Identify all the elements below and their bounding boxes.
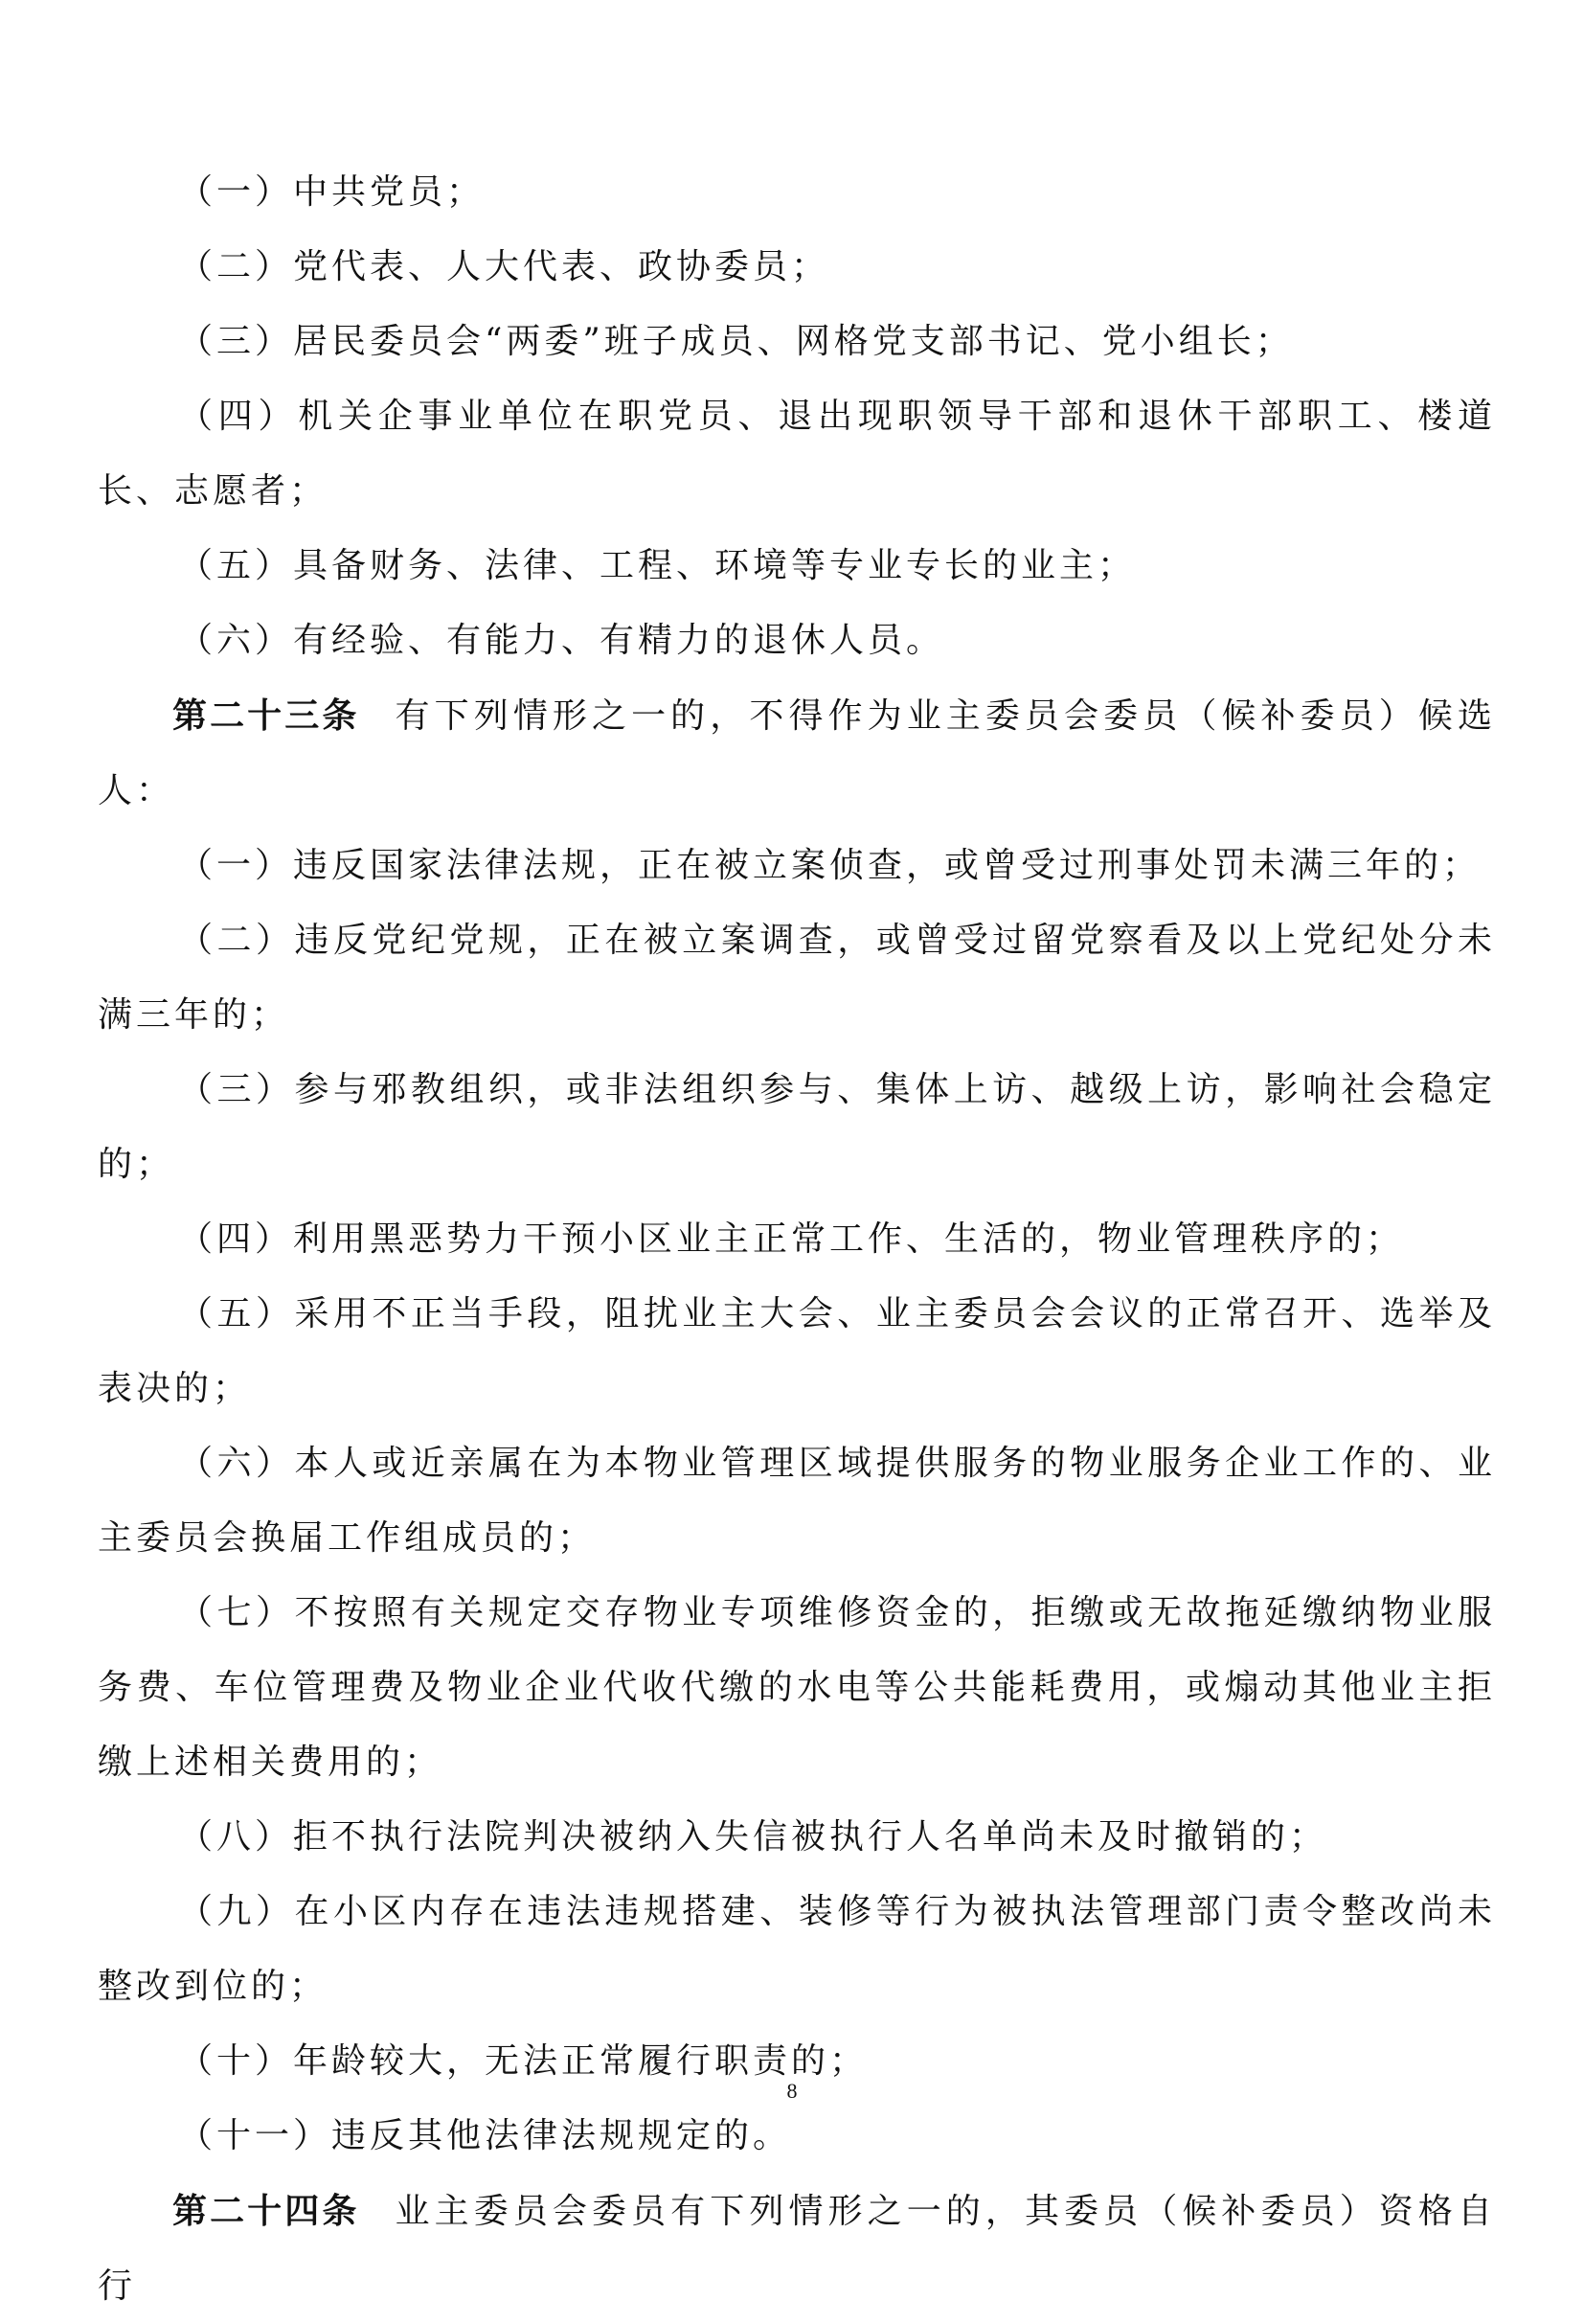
list-item: （十一）违反其他法律法规规定的。 bbox=[178, 2116, 792, 2155]
article-text: 有下列情形之一的，不得作为业主委员会委员（候补委员）候选人： bbox=[98, 696, 1496, 810]
article-paragraph bbox=[98, 2174, 1496, 2324]
list-item: （二）违反党纪党规，正在被立案调查，或曾受过留党察看及以上党纪处分未满三年的； bbox=[98, 921, 1496, 1035]
list-item: （五）采用不正当手段，阻扰业主大会、业主委员会会议的正常召开、选举及表决的； bbox=[98, 1294, 1496, 1408]
page-number: 8 bbox=[786, 2079, 798, 2103]
list-item: （三）居民委员会“两委”班子成员、网格党支部书记、党小组长； bbox=[178, 322, 1294, 361]
list-item: （九）在小区内存在违法违规搭建、装修等行为被执法管理部门责令整改尚未整改到位的； bbox=[98, 1892, 1496, 2006]
list-item: （一）中共党员； bbox=[178, 172, 486, 212]
list-item: （六）有经验、有能力、有精力的退休人员。 bbox=[178, 621, 945, 660]
list-item: （八）拒不执行法院判决被纳入失信被执行人名单尚未及时撤销的； bbox=[178, 1817, 1328, 1857]
article-text: 业主委员会委员有下列情形之一的，其委员（候补委员）资格自行 bbox=[98, 2192, 1496, 2306]
article-number: 第二十四条 bbox=[172, 2191, 360, 2231]
list-item: （四）机关企事业单位在职党员、退出现职领导干部和退休干部职工、楼道长、志愿者； bbox=[98, 397, 1496, 511]
document-body bbox=[98, 155, 1496, 2324]
list-item: （三）参与邪教组织，或非法组织参与、集体上访、越级上访，影响社会稳定的； bbox=[98, 1070, 1496, 1184]
list-item: （七）不按照有关规定交存物业专项维修资金的，拒缴或无故拖延缴纳物业服务费、车位管理费及物业企业代收代缴的水电等公共能耗费用，或煽动其他业主拒缴上述相关费用的； bbox=[98, 1593, 1496, 1782]
list-item: （一）违反国家法律法规，正在被立案侦查，或曾受过刑事处罚未满三年的； bbox=[178, 846, 1482, 885]
list-item: （六）本人或近亲属在为本物业管理区域提供服务的物业服务企业工作的、业主委员会换届工作组成员的； bbox=[98, 1444, 1496, 1558]
list-item: （十）年龄较大，无法正常履行职责的； bbox=[178, 2041, 869, 2081]
list-item: （四）利用黑恶势力干预小区业主正常工作、生活的，物业管理秩序的； bbox=[178, 1219, 1405, 1259]
list-item: （二）党代表、人大代表、政协委员； bbox=[178, 247, 830, 286]
article-number: 第二十三条 bbox=[172, 695, 360, 736]
article-paragraph bbox=[98, 678, 1496, 829]
list-item: （五）具备财务、法律、工程、环境等专业专长的业主； bbox=[178, 546, 1137, 585]
